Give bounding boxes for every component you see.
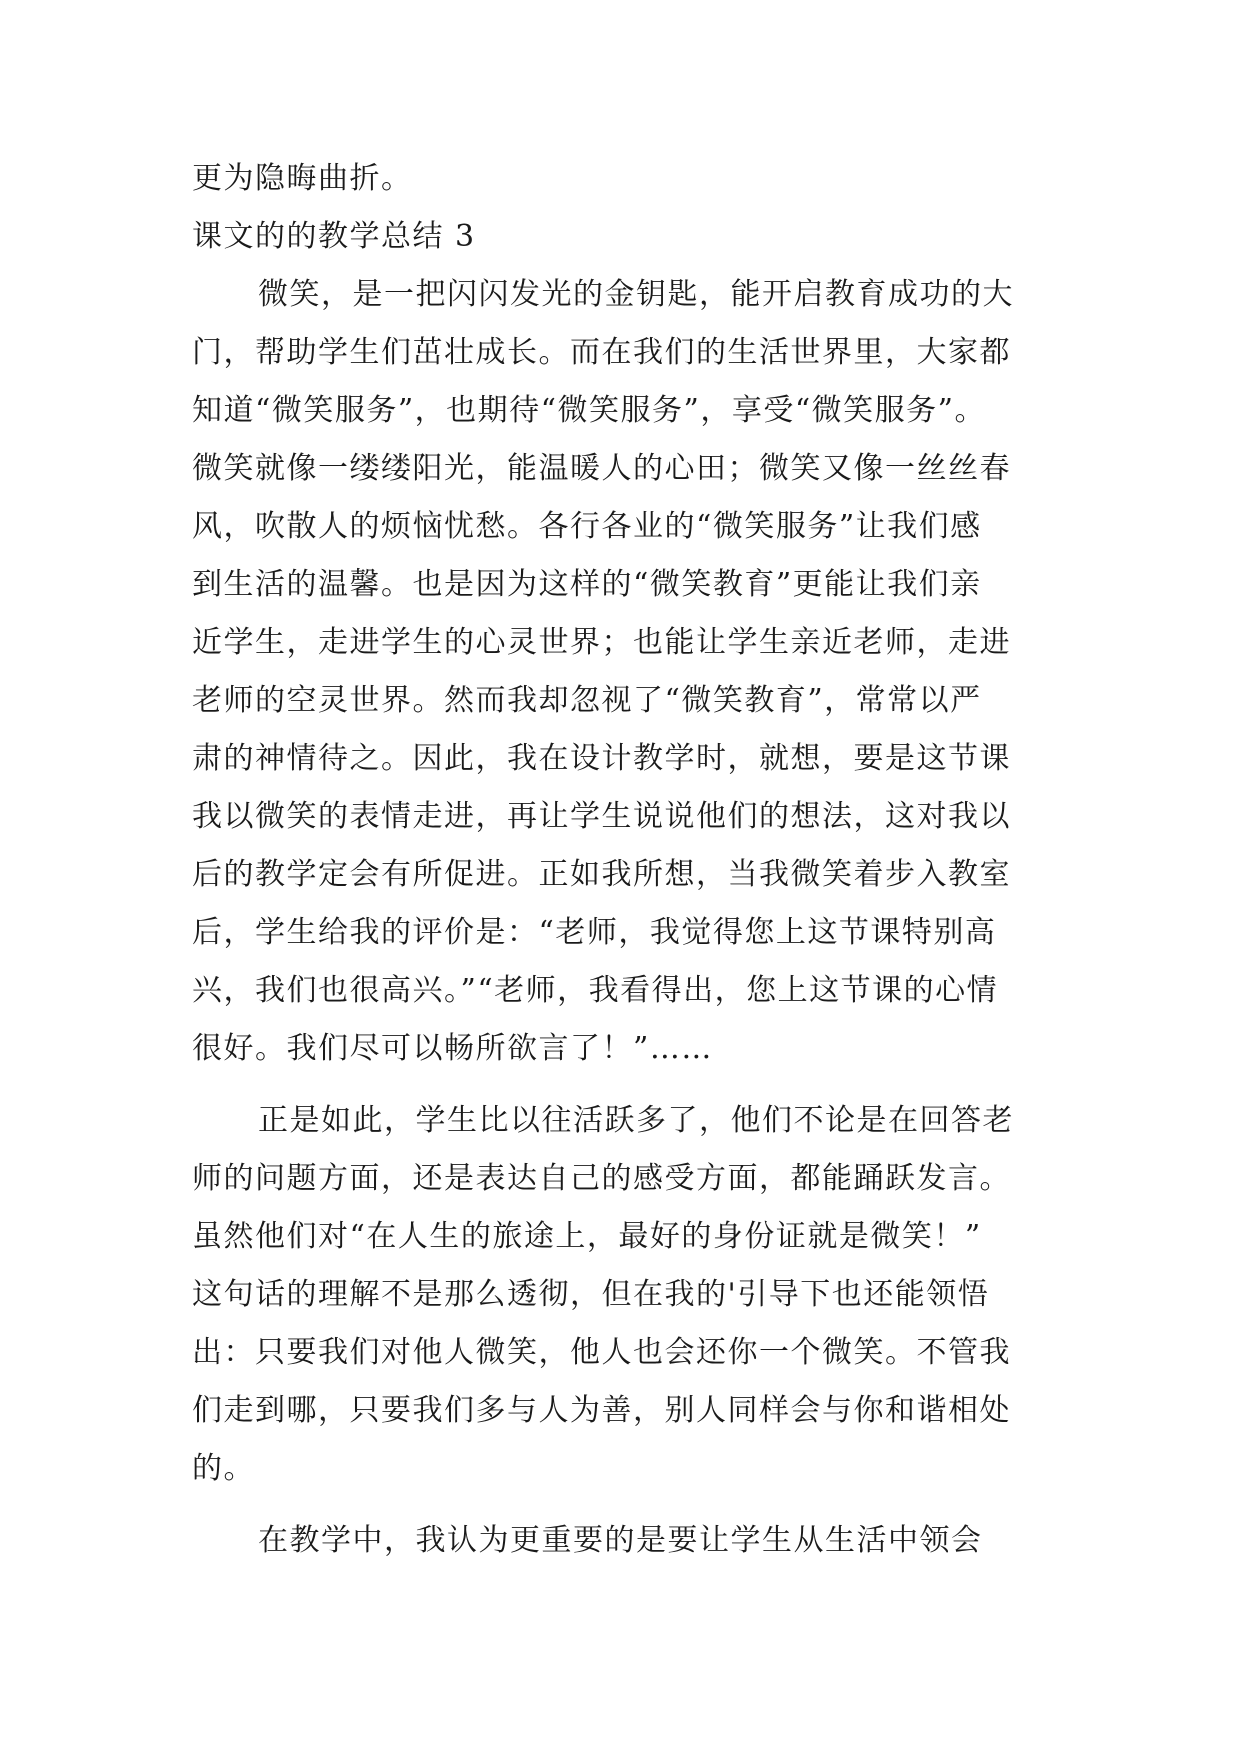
- paragraph-line: 虽然他们对“在人生的旅途上，最好的身份证就是微笑！”: [192, 1219, 982, 1254]
- paragraph-line: 门，帮助学生们茁壮成长。而在我们的生活世界里，大家都: [192, 335, 1011, 370]
- paragraph-line: 师的问题方面，还是表达自己的感受方面，都能踊跃发言。: [192, 1161, 1011, 1196]
- paragraph-line: 风，吹散人的烦恼忧愁。各行各业的“微笑服务”让我们感: [192, 509, 982, 544]
- paragraph-line: 们走到哪，只要我们多与人为善，别人同样会与你和谐相处: [192, 1393, 1011, 1428]
- section-heading: 课文的的教学总结 3: [192, 219, 476, 254]
- paragraph-line: 近学生，走进学生的心灵世界；也能让学生亲近老师，走进: [192, 625, 1011, 660]
- text-line: 更为隐晦曲折。: [192, 161, 413, 196]
- paragraph-line: 微笑就像一缕缕阳光，能温暖人的心田；微笑又像一丝丝春: [192, 451, 1011, 486]
- paragraph-line: 正是如此，学生比以往活跃多了，他们不论是在回答老: [258, 1103, 1014, 1138]
- paragraph-line: 兴，我们也很高兴。”“老师，我看得出，您上这节课的心情: [192, 973, 999, 1008]
- paragraph-line: 后的教学定会有所促进。正如我所想，当我微笑着步入教室: [192, 857, 1011, 892]
- paragraph-line: 在教学中，我认为更重要的是要让学生从生活中领会: [258, 1523, 983, 1558]
- paragraph-line: 出：只要我们对他人微笑，他人也会还你一个微笑。不管我: [192, 1335, 1011, 1370]
- paragraph-line: 到生活的温馨。也是因为这样的“微笑教育”更能让我们亲: [192, 567, 982, 602]
- paragraph-line: 老师的空灵世界。然而我却忽视了“微笑教育”，常常以严: [192, 683, 982, 718]
- paragraph-line: 微笑，是一把闪闪发光的金钥匙，能开启教育成功的大: [258, 277, 1014, 312]
- paragraph-gap: [192, 1078, 1072, 1092]
- document-body: [192, 150, 1072, 1570]
- paragraph-line: 的。: [192, 1451, 255, 1486]
- paragraph-gap: [192, 1498, 1072, 1512]
- paragraph-line: 肃的神情待之。因此，我在设计教学时，就想，要是这节课: [192, 741, 1011, 776]
- paragraph-line: 很好。我们尽可以畅所欲言了！”……: [192, 1031, 713, 1066]
- paragraph-line: 知道“微笑服务”，也期待“微笑服务”，享受“微笑服务”。: [192, 393, 987, 428]
- paragraph-line: 后，学生给我的评价是：“老师，我觉得您上这节课特别高: [192, 915, 997, 950]
- paragraph-line: 我以微笑的表情走进，再让学生说说他们的想法，这对我以: [192, 799, 1011, 834]
- paragraph-line: 这句话的理解不是那么透彻，但在我的'引导下也还能领悟: [192, 1277, 990, 1312]
